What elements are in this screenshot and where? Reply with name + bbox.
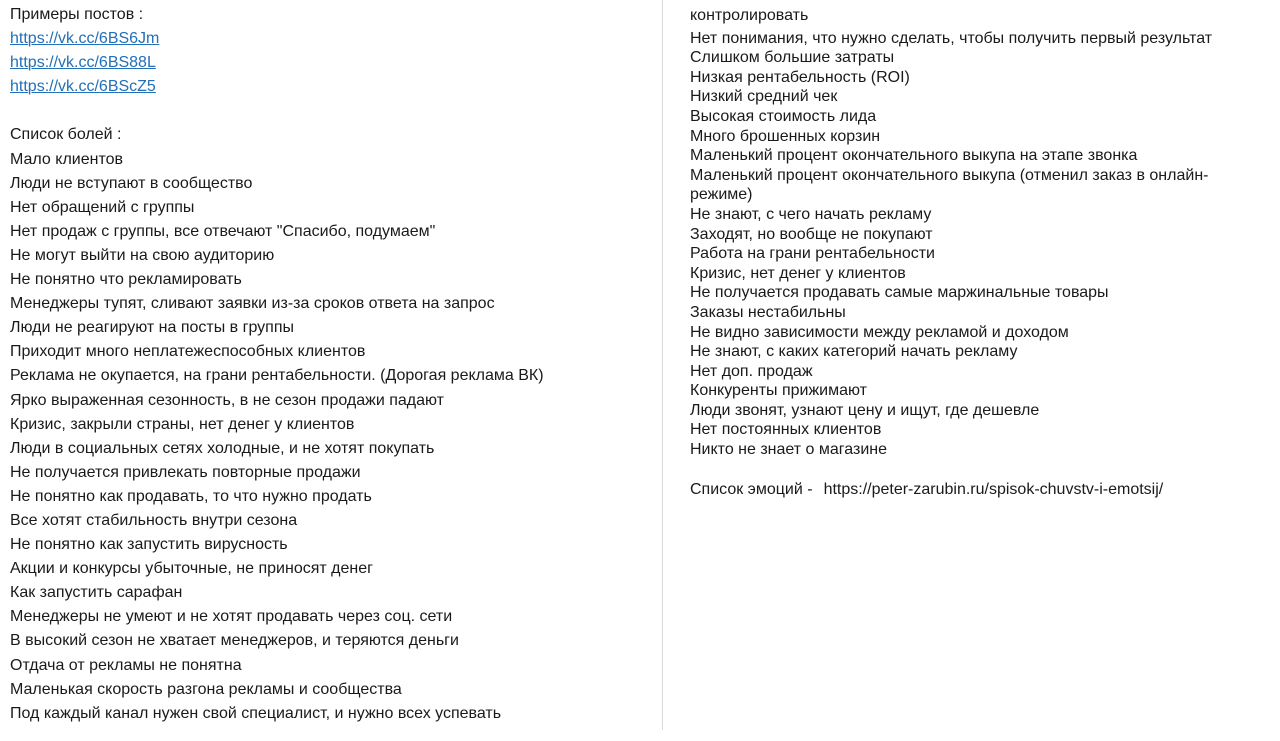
pain-item: Много брошенных корзин [690, 127, 881, 145]
pain-item: Никто не знает о магазине [690, 441, 888, 459]
pain-item: Люди не реагируют на посты в группы [10, 319, 294, 337]
pain-item: Низкая рентабельность (ROI) [690, 68, 910, 86]
pain-item: Мало клиентов [10, 150, 123, 168]
pain-item: Не получается продавать самые маржинальные товары [690, 284, 1109, 302]
post-links-list [10, 27, 654, 99]
pain-item: Нет понимания, что нужно сделать, чтобы получить первый результат [690, 29, 1213, 47]
emotions-line [690, 480, 1252, 500]
right-column [690, 6, 1252, 499]
pains-heading: Список болей : [10, 126, 122, 144]
pain-item: Кризис, нет денег у клиентов [690, 264, 906, 282]
pain-item: Не понятно что рекламировать [10, 271, 242, 289]
left-column [10, 3, 654, 726]
post-link[interactable]: https://vk.cc/6BS88L [10, 54, 156, 72]
emotions-label: Список эмоций - [690, 480, 813, 498]
posts-examples-heading: Примеры постов : [10, 6, 144, 23]
pain-item: Реклама не окупается, на грани рентабельности. (Дорогая реклама ВК) [10, 367, 544, 385]
pain-item: Нет продаж с группы, все отвечают "Спасибо, подумаем" [10, 222, 436, 240]
pain-item: Все хотят стабильность внутри сезона [10, 511, 298, 529]
post-link[interactable]: https://vk.cc/6BS6Jm [10, 30, 160, 48]
pain-item: Заходят, но вообще не покупают [690, 225, 933, 243]
pains-list-left [10, 148, 654, 726]
pain-item: Не получается привлекать повторные продажи [10, 463, 361, 481]
pain-item: Не понятно как продавать, то что нужно продать [10, 487, 372, 505]
pain-item: Заказы нестабильны [690, 303, 846, 321]
pain-item: Под каждый канал нужен свой специалист, и нужно всех успевать [10, 704, 502, 722]
emotions-url: https://peter-zarubin.ru/spisok-chuvstv-i-emotsij/ [823, 480, 1164, 498]
overflow-continuation-text: контролировать [690, 7, 809, 24]
pain-item: Не знают, с каких категорий начать рекламу [690, 343, 1018, 361]
pain-item: В высокий сезон не хватает менеджеров, и теряются деньги [10, 632, 459, 650]
pain-item: Маленький процент окончательного выкупа на этапе звонка [690, 147, 1138, 165]
pain-item: Кризис, закрыли страны, нет денег у клиентов [10, 415, 355, 433]
pain-item: Менеджеры не умеют и не хотят продавать через соц. сети [10, 608, 453, 626]
pain-item: Низкий средний чек [690, 88, 838, 106]
pain-item: Высокая стоимость лида [690, 107, 877, 125]
pain-item: Работа на грани рентабельности [690, 245, 935, 263]
pain-item: Не понятно как запустить вирусность [10, 536, 288, 554]
pain-item: Приходит много неплатежеспособных клиентов [10, 343, 366, 361]
pain-item: Нет обращений с группы [10, 198, 195, 216]
pain-item: Не могут выйти на свою аудиторию [10, 246, 275, 264]
pain-item: Нет доп. продаж [690, 362, 813, 380]
pain-item: Не знают, с чего начать рекламу [690, 205, 932, 223]
pain-item: Отдача от рекламы не понятна [10, 656, 242, 674]
pain-item: Акции и конкурсы убыточные, не приносят денег [10, 560, 373, 578]
pain-item: Конкуренты прижимают [690, 382, 867, 400]
blank-line [690, 460, 1252, 480]
pain-item: Маленькая скорость разгона рекламы и сообщества [10, 680, 402, 698]
column-divider [662, 0, 663, 730]
pain-item: Маленький процент окончательного выкупа (отменил заказ в онлайн-режиме) [690, 166, 1209, 204]
pain-item: Люди не вступают в сообщество [10, 174, 253, 192]
pain-item: Менеджеры тупят, сливают заявки из-за сроков ответа на запрос [10, 295, 495, 313]
pain-item: Люди звонят, узнают цену и ищут, где дешевле [690, 401, 1040, 419]
pain-item: Нет постоянных клиентов [690, 421, 882, 439]
pain-item: Слишком большие затраты [690, 49, 895, 67]
post-link[interactable]: https://vk.cc/6BScZ5 [10, 78, 156, 96]
blank-line [10, 99, 654, 123]
pain-item: Как запустить сарафан [10, 584, 183, 602]
pain-item: Люди в социальных сетях холодные, и не хотят покупать [10, 439, 435, 457]
pains-list-right [690, 29, 1252, 460]
pain-item: Ярко выраженная сезонность, в не сезон продажи падают [10, 391, 444, 409]
pain-item: Не видно зависимости между рекламой и доходом [690, 323, 1069, 341]
